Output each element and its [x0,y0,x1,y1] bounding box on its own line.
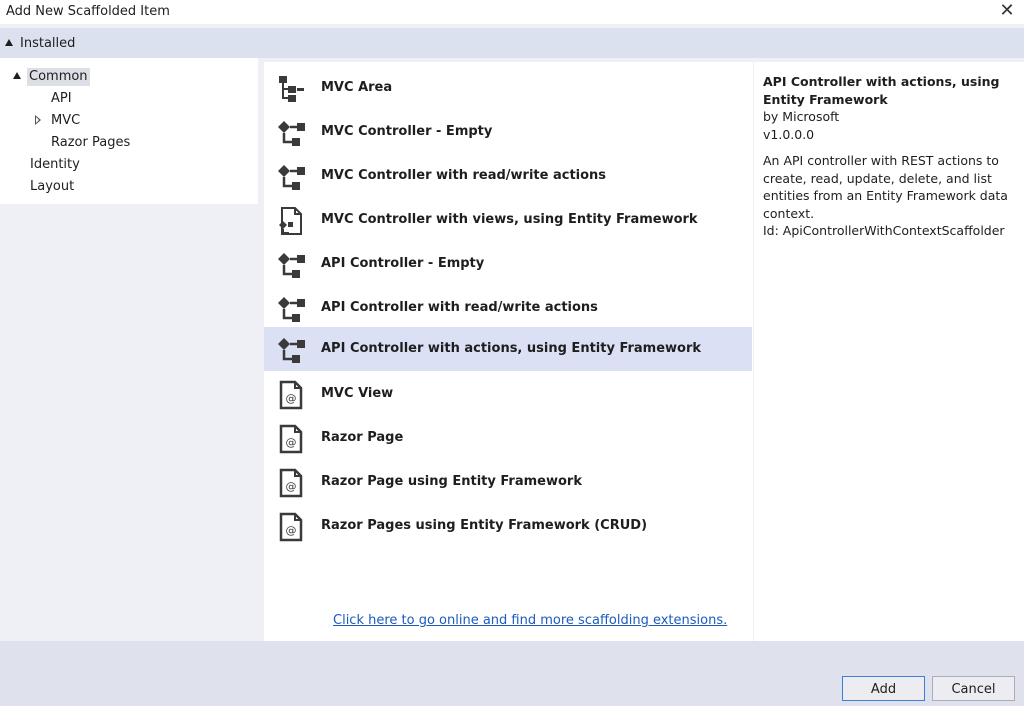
svg-text:@: @ [285,392,297,405]
details-title: API Controller with actions, using Entity Framework [763,74,1000,107]
tree-item-razor-pages[interactable]: Razor Pages [51,135,131,150]
template-name: API Controller with read/write actions [321,300,598,315]
svg-text:@: @ [285,436,297,449]
list-item[interactable] [264,416,752,460]
template-list [264,62,753,641]
tree-item-identity[interactable]: Identity [30,157,80,172]
template-name: MVC View [321,386,394,401]
expand-closed-icon[interactable] [35,115,41,125]
dialog-titlebar [0,0,1024,24]
template-name: Razor Page [321,430,404,445]
list-item[interactable] [264,66,752,110]
list-item[interactable] [264,198,752,242]
details-description: An API controller with REST actions to create, read, update, delete, and list entities from an Entity Framework data context. [763,153,1008,221]
expand-open-icon[interactable] [13,72,21,79]
razor-file-icon [276,512,306,542]
details-pane [754,62,1024,641]
controller-icon [276,162,306,192]
online-extensions-link[interactable]: Click here to go online and find more scaffolding extensions. [333,613,728,628]
cancel-button[interactable]: Cancel [932,676,1015,701]
template-name: API Controller with actions, using Entity Framework [321,341,702,356]
list-item[interactable] [264,154,752,198]
razor-file-icon [276,380,306,410]
list-item-selected[interactable] [264,327,752,371]
tree-item-layout[interactable]: Layout [30,179,75,194]
template-name: Razor Pages using Entity Framework (CRUD) [321,518,648,533]
installed-label: Installed [20,36,76,51]
dialog-title: Add New Scaffolded Item [6,4,170,19]
controller-icon [276,335,306,365]
details-id: Id: ApiControllerWithContextScaffolder [763,223,1005,238]
list-item[interactable] [264,110,752,154]
template-name: Razor Page using Entity Framework [321,474,582,489]
details-version: v1.0.0.0 [763,127,815,142]
template-name: MVC Controller with read/write actions [321,168,607,183]
list-item[interactable] [264,460,752,504]
razor-file-icon [276,424,306,454]
template-name: MVC Controller with views, using Entity Framework [321,212,698,227]
controller-icon [276,118,306,148]
razor-file-icon [276,468,306,498]
template-name: MVC Area [321,80,393,95]
template-name: API Controller - Empty [321,256,485,271]
list-item[interactable] [264,242,752,286]
svg-text:@: @ [285,480,297,493]
close-icon[interactable]: ✕ [999,0,1015,21]
svg-text:@: @ [285,524,297,537]
tree-item-common[interactable]: Common [29,69,88,84]
list-item[interactable] [264,504,752,548]
controller-icon [276,250,306,280]
collapse-arrow-icon[interactable] [5,39,13,46]
area-tree-icon [276,74,306,104]
installed-header[interactable] [0,28,1024,58]
list-item[interactable] [264,286,752,330]
add-button[interactable]: Add [842,676,925,701]
controller-views-icon [276,206,306,236]
controller-icon [276,294,306,324]
list-item[interactable] [264,372,752,416]
tree-item-mvc[interactable]: MVC [51,113,81,128]
category-tree [0,58,258,204]
tree-item-api[interactable]: API [51,91,72,106]
details-author: by Microsoft [763,109,840,124]
template-name: MVC Controller - Empty [321,124,493,139]
